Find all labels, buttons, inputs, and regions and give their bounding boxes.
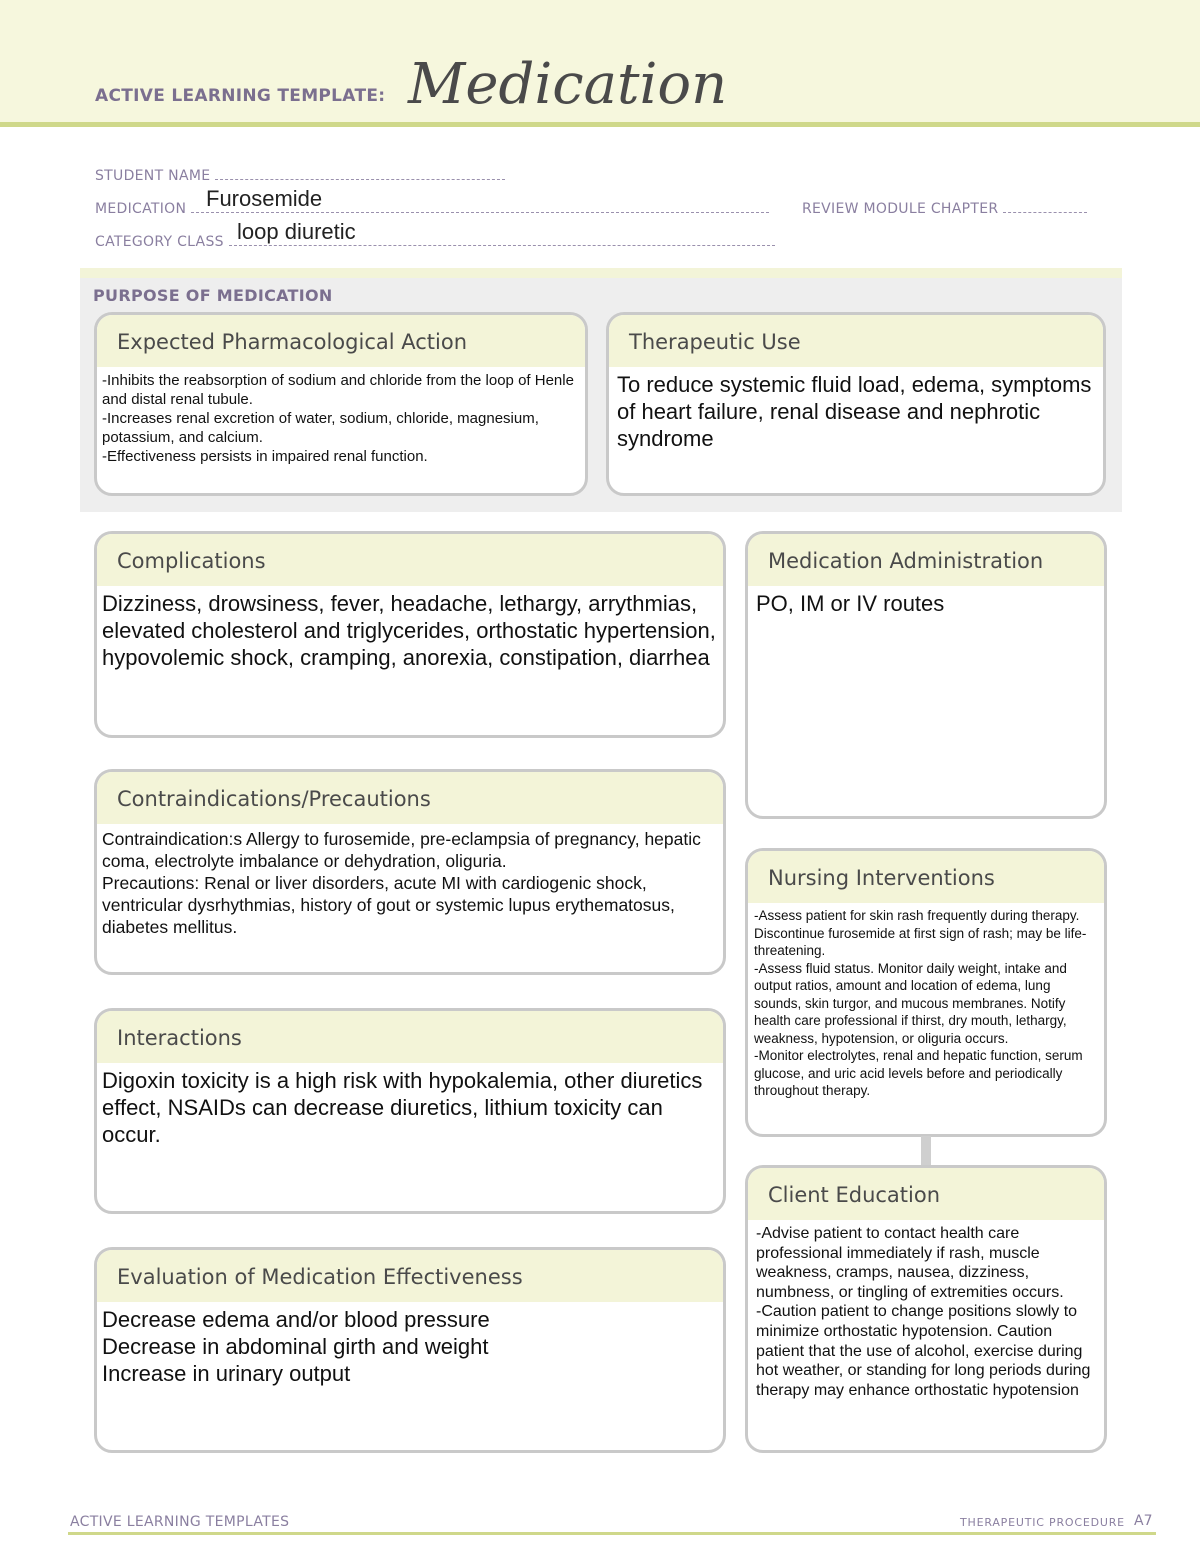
evaluation-body: Decrease edema and/or blood pressure Decrease in abdominal girth and weight Increase in urinary output	[102, 1307, 490, 1386]
medication-administration-title: Medication Administration	[748, 534, 1104, 586]
complications-body: Dizziness, drowsiness, fever, headache, lethargy, arrythmias, elevated cholesterol and triglycerides, orthostatic hypertension, hypovolemic shock, cramping, anorexia, constipation, diarrhea	[102, 591, 716, 670]
medication-administration-card	[745, 531, 1107, 819]
category-class-value: loop diuretic	[237, 219, 356, 244]
page-title: Medication	[408, 52, 728, 117]
footer-rule	[68, 1532, 1156, 1535]
review-module-line[interactable]	[1003, 198, 1087, 213]
interactions-title: Interactions	[97, 1011, 723, 1063]
therapeutic-use-card	[606, 312, 1106, 496]
medication-administration-body: PO, IM or IV routes	[756, 591, 945, 616]
complications-title: Complications	[97, 534, 723, 586]
medication-value: Furosemide	[206, 186, 323, 211]
expected-action-card	[94, 312, 588, 496]
contraindications-card	[94, 769, 726, 975]
client-education-card	[745, 1165, 1107, 1453]
footer-page-number: A7	[1134, 1513, 1153, 1529]
nursing-interventions-body: -Assess patient for skin rash frequently during therapy. Discontinue furosemide at first sign of rash; may be life-threatening. -Assess fluid status. Monitor daily weight, intake and output ratios, amount and location of edema, lung sounds, skin turgor, and mucous membranes. Notify health care professional if thirst, dry mouth, lethargy, weakness, hypotension, or oliguria occurs. -Monitor electrolytes, renal and hepatic function, serum glucose, and uric acid levels before and periodically throughout therapy.	[754, 908, 1087, 1098]
category-class-label: CATEGORY CLASS	[95, 234, 224, 250]
interactions-card	[94, 1008, 726, 1214]
student-name-line[interactable]	[215, 165, 505, 180]
expected-action-title: Expected Pharmacological Action	[97, 315, 585, 367]
template-label: ACTIVE LEARNING TEMPLATE:	[95, 86, 386, 106]
purpose-label: PURPOSE OF MEDICATION	[93, 286, 333, 305]
header-rule	[0, 122, 1200, 127]
client-education-title: Client Education	[748, 1168, 1104, 1220]
student-name-label: STUDENT NAME	[95, 168, 211, 184]
nursing-interventions-title: Nursing Interventions	[748, 851, 1104, 903]
interactions-body: Digoxin toxicity is a high risk with hypokalemia, other diuretics effect, NSAIDs can decrease diuretics, lithium toxicity can occur.	[102, 1068, 703, 1147]
footer-right: THERAPEUTIC PROCEDURE	[960, 1516, 1125, 1529]
expected-action-body: -Inhibits the reabsorption of sodium and chloride from the loop of Henle and distal renal tubule. -Increases renal excretion of water, sodium, chloride, magnesium, potassium, and calcium. -Effectiveness persists in impaired renal function.	[102, 372, 574, 465]
evaluation-card	[94, 1247, 726, 1453]
footer-left: ACTIVE LEARNING TEMPLATES	[70, 1514, 290, 1530]
review-module-field	[802, 198, 1087, 217]
student-name-field	[95, 165, 505, 184]
nursing-interventions-card	[745, 848, 1107, 1137]
complications-card	[94, 531, 726, 738]
client-education-body: -Advise patient to contact health care professional immediately if rash, muscle weakness, cramps, nausea, dizziness, numbness, or tingling of extremities occurs. -Caution patient to change positions slowly to minimize orthostatic hypotension. Caution patient that the use of alcohol, exercise during hot weather, or standing for long periods during therapy may enhance orthostatic hypotension	[756, 1225, 1091, 1399]
evaluation-title: Evaluation of Medication Effectiveness	[97, 1250, 723, 1302]
medication-field	[95, 198, 769, 217]
contraindications-body: Contraindication:s Allergy to furosemide, pre-eclampsia of pregnancy, hepatic coma, electrolyte imbalance or dehydration, oliguria. Precautions: Renal or liver disorders, acute MI with cardiogenic shock, ventricular dysrhythmias, history of gout or systemic lupus erythematosus, diabetes mellitus.	[102, 829, 701, 937]
connector-bar	[921, 1136, 931, 1166]
contraindications-title: Contraindications/Precautions	[97, 772, 723, 824]
medication-label: MEDICATION	[95, 201, 187, 217]
therapeutic-use-body: To reduce systemic fluid load, edema, symptoms of heart failure, renal disease and nephrotic syndrome	[617, 372, 1092, 451]
review-module-label: REVIEW MODULE CHAPTER	[802, 201, 999, 217]
category-class-field	[95, 231, 775, 250]
therapeutic-use-title: Therapeutic Use	[609, 315, 1103, 367]
